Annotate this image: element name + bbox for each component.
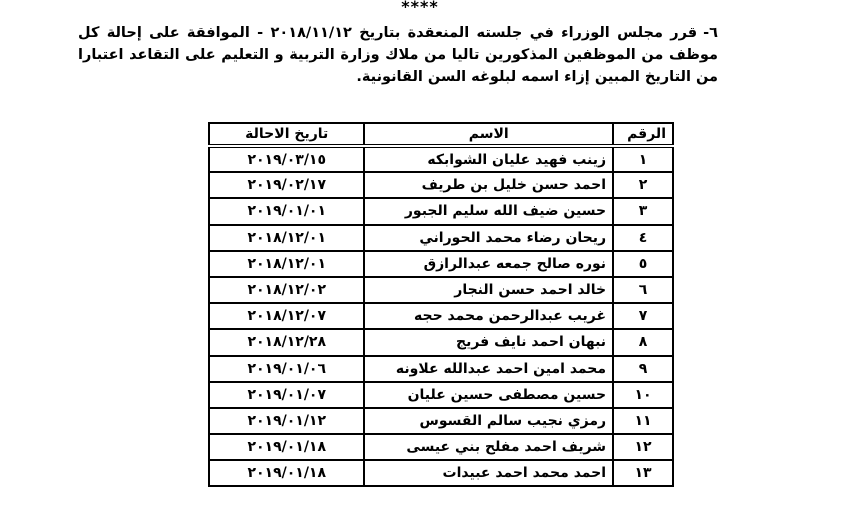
row-date: ٢٠١٩/٠٣/١٥ <box>209 146 364 172</box>
decree-text: قرر مجلس الوزراء في جلسته المنعقدة بتاريخ ٢٠١٨/١١/١٢ - الموافقة على إحالة كل موظف من الموظفين المذكورين تاليا من ملاك وزارة التربية و التعليم على التقاعد اعتبارا من التاريخ المبين إزاء اسمه لبلوغه السن القانونية. <box>78 25 718 85</box>
table-row <box>209 329 673 355</box>
header-name: الاسم <box>364 123 613 146</box>
row-date: ٢٠١٨/١٢/٢٨ <box>209 329 364 355</box>
row-date: ٢٠١٨/١٢/٠١ <box>209 251 364 277</box>
row-name: شريف احمد مفلح بني عيسى <box>364 434 613 460</box>
row-name: نبهان احمد نايف فريج <box>364 329 613 355</box>
row-date: ٢٠١٨/١٢/٠٢ <box>209 277 364 303</box>
row-number: ١١ <box>613 408 673 434</box>
table-row <box>209 277 673 303</box>
header-date: تاريخ الاحالة <box>209 123 364 146</box>
row-name: زينب فهيد عليان الشوابكه <box>364 146 613 172</box>
row-name: خالد احمد حسن النجار <box>364 277 613 303</box>
row-date: ٢٠١٩/٠١/١٨ <box>209 434 364 460</box>
row-number: ٩ <box>613 356 673 382</box>
table-row <box>209 382 673 408</box>
row-number: ١٢ <box>613 434 673 460</box>
row-name: غريب عبدالرحمن محمد حجه <box>364 303 613 329</box>
row-number: ٢ <box>613 172 673 198</box>
row-number: ٧ <box>613 303 673 329</box>
table-row <box>209 408 673 434</box>
header-number: الرقم <box>613 123 673 146</box>
table-row <box>209 172 673 198</box>
table-row <box>209 434 673 460</box>
row-date: ٢٠١٩/٠٢/١٧ <box>209 172 364 198</box>
row-number: ١٣ <box>613 460 673 486</box>
row-name: ريحان رضاء محمد الحوراني <box>364 225 613 251</box>
row-name: احمد حسن خليل بن طريف <box>364 172 613 198</box>
decree-paragraph <box>78 22 718 88</box>
separator-stars: **** <box>401 0 439 16</box>
table-row <box>209 356 673 382</box>
table-row <box>209 251 673 277</box>
row-name: حسين ضيف الله سليم الجبور <box>364 198 613 224</box>
row-number: ٥ <box>613 251 673 277</box>
row-number: ٦ <box>613 277 673 303</box>
row-name: احمد محمد احمد عبيدات <box>364 460 613 486</box>
row-date: ٢٠١٩/٠١/٠٧ <box>209 382 364 408</box>
row-number: ١٠ <box>613 382 673 408</box>
row-date: ٢٠١٩/٠١/٠١ <box>209 198 364 224</box>
row-date: ٢٠١٩/٠١/٠٦ <box>209 356 364 382</box>
row-number: ٨ <box>613 329 673 355</box>
row-name: نوره صالح جمعه عبدالرازق <box>364 251 613 277</box>
table-row <box>209 146 673 172</box>
table-row <box>209 225 673 251</box>
row-number: ٣ <box>613 198 673 224</box>
row-date: ٢٠١٨/١٢/٠١ <box>209 225 364 251</box>
row-name: حسين مصطفى حسين عليان <box>364 382 613 408</box>
table-header-row <box>209 123 673 146</box>
row-number: ٤ <box>613 225 673 251</box>
row-date: ٢٠١٨/١٢/٠٧ <box>209 303 364 329</box>
row-date: ٢٠١٩/٠١/١٨ <box>209 460 364 486</box>
decree-number: ٦- <box>703 25 718 41</box>
row-name: محمد امين احمد عبدالله علاونه <box>364 356 613 382</box>
row-number: ١ <box>613 146 673 172</box>
row-date: ٢٠١٩/٠١/١٢ <box>209 408 364 434</box>
retirees-table <box>208 122 674 487</box>
table-row <box>209 198 673 224</box>
table-row <box>209 303 673 329</box>
row-name: رمزي نجيب سالم القسوس <box>364 408 613 434</box>
table-row <box>209 460 673 486</box>
